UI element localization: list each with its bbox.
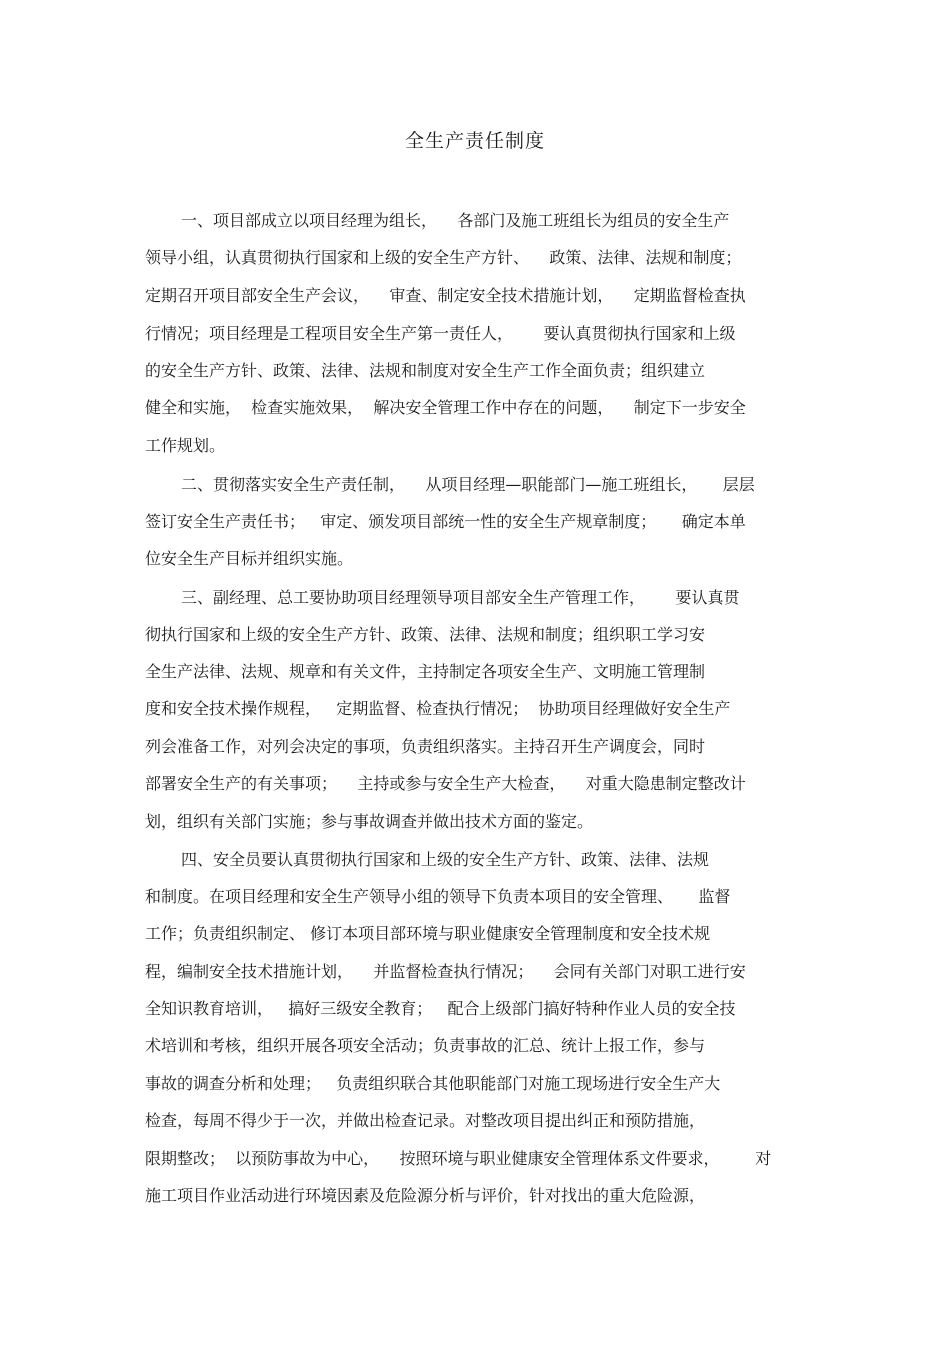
- paragraph-line: 工作规划。: [145, 436, 226, 455]
- paragraph-line: 四、安全员要认真贯彻执行国家和上级的安全生产方针、政策、法律、法规: [181, 850, 710, 869]
- paragraph-line: 施工项目作业活动进行环境因素及危险源分析与评价，针对找出的重大危险源，: [145, 1186, 706, 1205]
- paragraph-line: 检查，每周不得少于一次，并做出检查记录。对整改项目提出纠正和预防措施，: [145, 1111, 706, 1130]
- paragraph-line: 事故的调查分析和处理； 负责组织联合其他职能部门对施工现场进行安全生产大: [145, 1074, 721, 1093]
- paragraph-line: 术培训和考核，组织开展各项安全活动；负责事故的汇总、统计上报工作，参与: [145, 1036, 706, 1055]
- paragraph-line: 健全和实施， 检查实施效果， 解决安全管理工作中存在的问题， 制定下一步安全: [145, 398, 746, 417]
- paragraph-line: 和制度。在项目经理和安全生产领导小组的领导下负责本项目的安全管理、 监督: [145, 887, 731, 906]
- paragraph-line: 工作；负责组织制定、 修订本项目部环境与职业健康安全管理制度和安全技术规: [145, 924, 711, 943]
- paragraph-line: 定期召开项目部安全生产会议， 审查、制定安全技术措施计划， 定期监督检查执: [145, 286, 746, 305]
- paragraph-line: 的安全生产方针、政策、法律、法规和制度对安全生产工作全面负责；组织建立: [145, 361, 706, 380]
- paragraph-line: 划，组织有关部门实施；参与事故调查并做出技术方面的鉴定。: [145, 812, 594, 831]
- paragraph-line: 二、贯彻落实安全生产责任制， 从项目经理—职能部门—施工班组长， 层层: [181, 475, 755, 494]
- paragraph-line: 程，编制安全技术措施计划， 并监督检查执行情况； 会同有关部门对职工进行安: [145, 962, 746, 981]
- paragraph-line: 彻执行国家和上级的安全生产方针、政策、法律、法规和制度；组织职工学习安: [145, 625, 706, 644]
- paragraph-line: 一、项目部成立以项目经理为组长， 各部门及施工班组长为组员的安全生产: [181, 211, 730, 230]
- paragraph-line: 行情况；项目经理是工程项目安全生产第一责任人， 要认真贯彻执行国家和上级: [145, 324, 736, 343]
- document-title: 全生产责任制度: [404, 130, 545, 152]
- paragraph-line: 全生产法律、法规、规章和有关文件，主持制定各项安全生产、文明施工管理制: [145, 662, 706, 681]
- paragraph-line: 限期整改； 以预防事故为中心， 按照环境与职业健康安全管理体系文件要求， 对: [145, 1149, 772, 1168]
- paragraph-line: 位安全生产目标并组织实施。: [145, 549, 354, 568]
- paragraph-line: 部署安全生产的有关事项； 主持或参与安全生产大检查， 对重大隐患制定整改计: [145, 774, 746, 793]
- paragraph-line: 三、副经理、总工要协助项目经理领导项目部安全生产管理工作， 要认真贯: [181, 588, 740, 607]
- paragraph-line: 度和安全技术操作规程， 定期监督、检查执行情况； 协助项目经理做好安全生产: [145, 699, 731, 718]
- paragraph-line: 全知识教育培训， 搞好三级安全教育； 配合上级部门搞好特种作业人员的安全技: [145, 999, 736, 1018]
- paragraph-line: 列会准备工作，对列会决定的事项，负责组织落实。主持召开生产调度会，同时: [145, 737, 706, 756]
- paragraph-line: 签订安全生产责任书； 审定、颁发项目部统一性的安全生产规章制度； 确定本单: [145, 512, 746, 531]
- paragraph-line: 领导小组，认真贯彻执行国家和上级的安全生产方针、 政策、法律、法规和制度；: [145, 248, 742, 267]
